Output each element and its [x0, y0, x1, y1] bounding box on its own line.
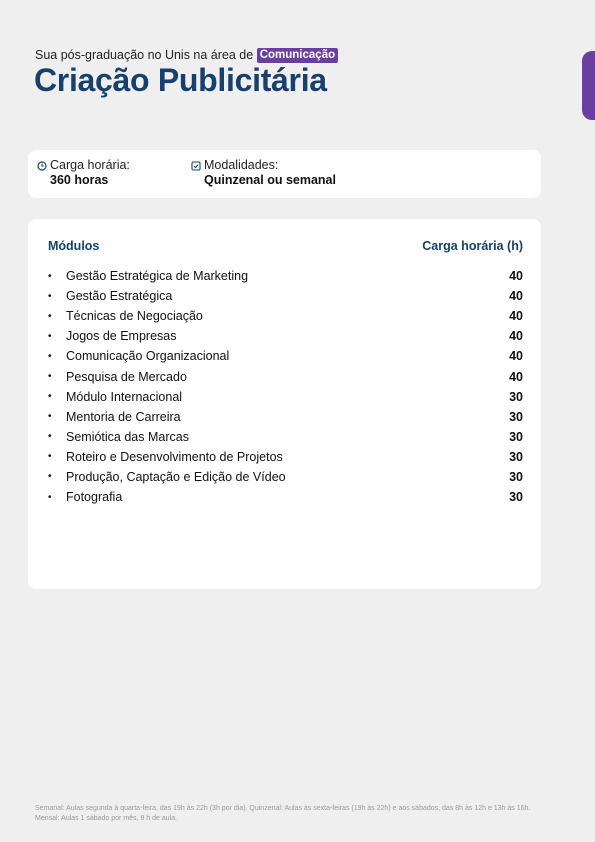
module-name: Produção, Captação e Edição de Vídeo [66, 469, 286, 484]
module-item [48, 467, 523, 487]
bullet: • [48, 310, 52, 322]
bullet: • [48, 431, 52, 443]
module-item [48, 407, 523, 427]
module-name: Módulo Internacional [66, 389, 183, 404]
module-hours: 30 [509, 429, 523, 444]
module-item [48, 366, 523, 386]
course-info-card [28, 150, 541, 198]
page-title: Criação Publicitária [34, 62, 327, 98]
module-hours: 30 [509, 490, 523, 505]
module-hours: 30 [509, 469, 523, 484]
module-hours: 30 [509, 389, 523, 404]
module-hours: 30 [509, 409, 523, 424]
bullet: • [48, 471, 52, 483]
module-hours: 40 [509, 289, 523, 304]
bullet: • [48, 411, 52, 423]
module-hours: 40 [509, 329, 523, 344]
bullet: • [48, 491, 52, 503]
module-item [48, 266, 523, 286]
module-name: Técnicas de Negociação [66, 309, 203, 324]
module-hours: 30 [509, 449, 523, 464]
module-item [48, 286, 523, 306]
module-item [48, 487, 523, 507]
modality-label: Modalidades: [204, 158, 279, 172]
footnote-line: Semanal: Aulas segunda à quarta-feira, das 19h às 22h (3h por dia). Quinzenal: Aulas às sexta-feiras (19h às 22h) e aos sábados, das 8h às 12h e 13h às 16h. [35, 805, 531, 812]
footnote-line: Mensal: Aulas 1 sábado por mês, 8 h de aula. [35, 814, 178, 822]
module-item [48, 346, 523, 366]
bullet: • [48, 371, 52, 383]
modules-column-label: Módulos [48, 239, 100, 253]
page-subtitle [35, 48, 338, 63]
modality-value: Quinzenal ou semanal [204, 173, 336, 187]
module-name: Fotografia [66, 490, 123, 505]
modules-list [48, 266, 523, 507]
module-name: Semiótica das Marcas [66, 429, 189, 444]
module-name: Pesquisa de Mercado [66, 369, 187, 384]
modules-card [28, 219, 541, 589]
module-hours: 40 [509, 269, 523, 284]
module-name: Gestão Estratégica [66, 289, 173, 304]
module-name: Mentoria de Carreira [66, 409, 181, 424]
modality-info [191, 158, 336, 188]
workload-label: Carga horária: [50, 158, 130, 172]
module-name: Jogos de Empresas [66, 329, 177, 344]
bullet: • [48, 290, 52, 302]
modules-header [48, 239, 523, 253]
module-item [48, 447, 523, 467]
module-name: Gestão Estratégica de Marketing [66, 269, 249, 284]
checkbox-icon [191, 161, 201, 171]
schedule-footnote [35, 804, 560, 823]
workload-value: 360 horas [50, 173, 109, 187]
module-name: Comunicação Organizacional [66, 349, 230, 364]
module-hours: 40 [509, 309, 523, 324]
module-name: Roteiro e Desenvolvimento de Projetos [66, 449, 283, 464]
side-tab-decoration [582, 51, 595, 120]
area-tag: Comunicação [257, 48, 338, 63]
bullet: • [48, 451, 52, 463]
module-hours: 40 [509, 349, 523, 364]
subtitle-text: Sua pós-graduação no Unis na área de [35, 48, 254, 62]
workload-info [37, 158, 130, 188]
bullet: • [48, 350, 52, 362]
bullet: • [48, 270, 52, 282]
bullet: • [48, 330, 52, 342]
module-item [48, 326, 523, 346]
module-item [48, 306, 523, 326]
module-item [48, 427, 523, 447]
module-item [48, 387, 523, 407]
clock-icon [37, 161, 47, 171]
module-hours: 40 [509, 369, 523, 384]
bullet: • [48, 391, 52, 403]
hours-column-label: Carga horária (h) [422, 239, 523, 253]
